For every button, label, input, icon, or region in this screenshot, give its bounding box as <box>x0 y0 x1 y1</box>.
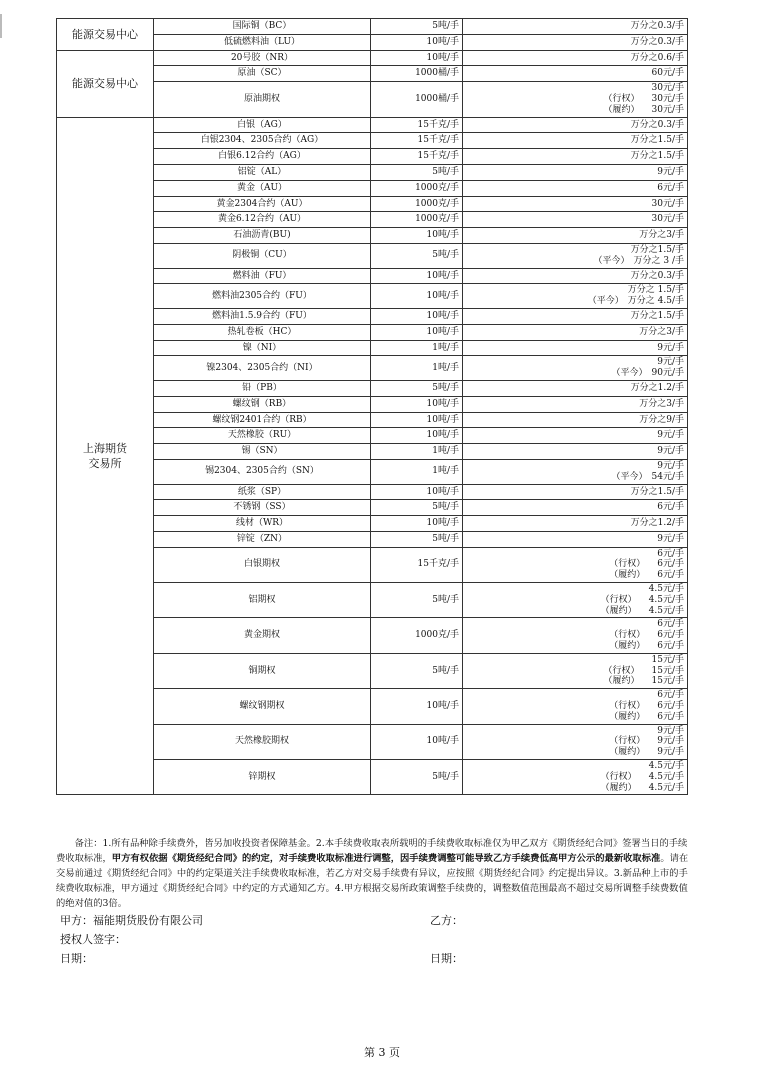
fee-cell <box>463 724 688 759</box>
product-cell: 白银（AG） <box>154 117 371 133</box>
fee-line <box>466 584 684 595</box>
fee-line-value: 4.5元/手 <box>648 605 684 616</box>
product-cell: 螺纹钢期权 <box>154 689 371 724</box>
product-cell: 黄金2304合约（AU） <box>154 196 371 212</box>
fee-line <box>466 701 684 712</box>
fee-line-value: 6元/手 <box>657 502 684 513</box>
fee-cell <box>463 484 688 500</box>
contract-unit-cell: 1000桶/手 <box>371 82 463 117</box>
contract-unit-cell: 5吨/手 <box>371 500 463 516</box>
fee-line-value: 万分之1.5/手 <box>630 135 684 146</box>
product-cell: 锡2304、2305合约（SN） <box>154 459 371 484</box>
fee-line <box>466 368 684 379</box>
fee-line-value: 9元/手 <box>657 725 684 736</box>
fee-cell <box>463 547 688 582</box>
fee-line-value: 万分之3/手 <box>639 230 684 241</box>
page-number: 第 3 页 <box>364 1046 400 1059</box>
fee-cell <box>463 324 688 340</box>
fee-line-value: 6元/手 <box>657 630 684 641</box>
fee-line-qualifier: （行权） <box>609 736 646 747</box>
fee-cell <box>463 50 688 66</box>
product-cell: 黄金6.12合约（AU） <box>154 212 371 228</box>
product-cell: 原油（SC） <box>154 66 371 82</box>
exchange-cell <box>57 117 154 795</box>
fee-line <box>466 230 684 241</box>
fee-line-value: 6元/手 <box>657 619 684 630</box>
contract-unit-cell: 5吨/手 <box>371 653 463 688</box>
remarks <box>56 836 689 911</box>
contract-unit-cell: 10吨/手 <box>371 308 463 324</box>
fee-line <box>466 256 684 267</box>
fee-line-value: 30元/手 <box>651 198 684 209</box>
fee-line-value: 15元/手 <box>651 654 684 665</box>
contract-unit-cell: 5吨/手 <box>371 531 463 547</box>
contract-unit-cell: 15千克/手 <box>371 547 463 582</box>
fee-line <box>466 690 684 701</box>
product-cell: 燃料油2305合约（FU） <box>154 284 371 309</box>
product-cell: 燃料油1.5.9合约（FU） <box>154 308 371 324</box>
remarks-part2: 。请在交易前通过《期货经纪合同》中的约定渠道关注手续费收取标准，若乙方对交易手续费有异议，应按照《期货经纪合同》约定提出异议。3.新品种上市的手续费收取标准，甲方通过《期货经纪合同》中约定的方式通知乙方。4.甲方根据交易所政策调整手续费的，调整数值范围最高不超过交易所调整手续费数值的绝对值的3倍。 <box>56 853 689 909</box>
fee-cell <box>463 516 688 532</box>
fee-cell <box>463 180 688 196</box>
fee-line-value: 万分之0.3/手 <box>630 21 684 31</box>
fee-line-qualifier: （行权） <box>603 665 640 676</box>
fee-line-value: 4.5元/手 <box>648 782 684 793</box>
fee-line-value: 6元/手 <box>657 570 684 581</box>
fee-line-value: 万分之1.5/手 <box>630 151 684 162</box>
fee-line-value: 6元/手 <box>657 641 684 652</box>
fee-line-qualifier: （行权） <box>600 771 637 782</box>
product-cell: 黄金期权 <box>154 618 371 653</box>
table-row <box>57 117 688 133</box>
fee-line-value: 9元/手 <box>657 446 684 457</box>
fee-line <box>466 285 684 296</box>
contract-unit-cell: 5吨/手 <box>371 760 463 795</box>
fee-line <box>466 641 684 652</box>
fee-line-qualifier: （平今） <box>611 368 648 379</box>
contract-unit-cell: 1000克/手 <box>371 212 463 228</box>
fee-line <box>466 518 684 529</box>
fee-line <box>466 676 684 687</box>
contract-unit-cell: 10吨/手 <box>371 34 463 50</box>
contract-unit-cell: 10吨/手 <box>371 50 463 66</box>
table-row <box>57 19 688 35</box>
contract-unit-cell: 5吨/手 <box>371 19 463 35</box>
fee-cell <box>463 340 688 356</box>
remarks-part1: 备注：1.所有品种除手续费外，皆另加收投资者保障基金。2.本手续费收取表所载明的手续费收取标准仅为甲乙双方《期货经纪合同》签署当日的手续费收取标准， <box>56 838 688 864</box>
exchange-cell <box>57 19 154 51</box>
fee-line-qualifier: （平今） <box>587 296 624 307</box>
product-cell: 天然橡胶（RU） <box>154 428 371 444</box>
fee-cell <box>463 689 688 724</box>
fee-line <box>466 68 684 79</box>
fee-line-value: 万分之9/手 <box>639 414 684 425</box>
fee-line <box>466 53 684 64</box>
contract-unit-cell: 10吨/手 <box>371 396 463 412</box>
fee-line-qualifier: （履约） <box>600 605 637 616</box>
fee-line-value: 9元/手 <box>657 342 684 353</box>
fee-line-value: 9元/手 <box>657 460 684 471</box>
fee-line-qualifier: （行权） <box>609 559 646 570</box>
product-cell: 阴极铜（CU） <box>154 243 371 268</box>
contract-unit-cell: 5吨/手 <box>371 243 463 268</box>
product-cell: 白银期权 <box>154 547 371 582</box>
contract-unit-cell: 10吨/手 <box>371 484 463 500</box>
fee-line-qualifier: （履约） <box>603 676 640 687</box>
fee-line-value: 90元/手 <box>651 368 684 379</box>
contract-unit-cell: 1000桶/手 <box>371 66 463 82</box>
fee-line <box>466 199 684 210</box>
product-cell: 天然橡胶期权 <box>154 724 371 759</box>
fee-line <box>466 736 684 747</box>
contract-unit-cell: 10吨/手 <box>371 689 463 724</box>
contract-unit-cell: 10吨/手 <box>371 284 463 309</box>
contract-unit-cell: 1吨/手 <box>371 459 463 484</box>
product-cell: 螺纹钢2401合约（RB） <box>154 412 371 428</box>
fee-line <box>466 37 684 48</box>
product-cell: 锌锭（ZN） <box>154 531 371 547</box>
product-cell: 20号胶（NR） <box>154 50 371 66</box>
fee-cell <box>463 760 688 795</box>
table-row <box>57 50 688 66</box>
fee-line-value: 4.5元/手 <box>648 584 684 595</box>
fee-line <box>466 570 684 581</box>
party-b-label: 乙方： <box>430 914 463 927</box>
fee-line-value: 万分之1.2/手 <box>630 382 684 393</box>
fee-line <box>466 83 684 94</box>
product-cell: 镍2304、2305合约（NI） <box>154 356 371 381</box>
exchange-name-line: 能源交易中心 <box>72 77 138 91</box>
fee-line <box>466 630 684 641</box>
fee-line-value: 4.5元/手 <box>648 594 684 605</box>
contract-unit-cell: 10吨/手 <box>371 228 463 244</box>
contract-unit-cell: 10吨/手 <box>371 724 463 759</box>
exchange-name-line: 交易所 <box>88 457 122 470</box>
product-cell: 石油沥青(BU) <box>154 228 371 244</box>
fee-line-value: 6元/手 <box>657 701 684 712</box>
fee-cell <box>463 396 688 412</box>
fee-line <box>466 167 684 178</box>
fee-line-qualifier: （行权） <box>603 93 640 104</box>
fee-line-value: 6元/手 <box>657 548 684 559</box>
product-cell: 锌期权 <box>154 760 371 795</box>
fee-cell <box>463 500 688 516</box>
fee-line <box>466 619 684 630</box>
fee-line <box>466 94 684 105</box>
fee-line-value: 万分之 1.5/手 <box>627 285 684 296</box>
contract-unit-cell: 10吨/手 <box>371 428 463 444</box>
fee-line-value: 6元/手 <box>657 711 684 722</box>
fee-cell <box>463 444 688 460</box>
contract-unit-cell: 10吨/手 <box>371 324 463 340</box>
fee-cell <box>463 412 688 428</box>
product-cell: 白银2304、2305合约（AG） <box>154 133 371 149</box>
fee-line <box>466 595 684 606</box>
fee-line-qualifier: （履约） <box>609 747 646 758</box>
fee-line-qualifier: （履约） <box>609 711 646 722</box>
date-a-label: 日期： <box>60 952 93 965</box>
fee-line <box>466 120 684 131</box>
fee-line-qualifier: （行权） <box>609 630 646 641</box>
fee-line <box>466 783 684 794</box>
fee-cell <box>463 284 688 309</box>
fee-line-qualifier: （履约） <box>600 782 637 793</box>
contract-unit-cell: 15千克/手 <box>371 117 463 133</box>
fee-line-value: 万分之1.5/手 <box>630 310 684 321</box>
product-cell: 线材（WR） <box>154 516 371 532</box>
contract-unit-cell: 10吨/手 <box>371 412 463 428</box>
fee-line <box>466 747 684 758</box>
fee-line-value: 万分之0.3/手 <box>630 119 684 130</box>
fee-line <box>466 772 684 783</box>
fee-line-value: 万分之0.3/手 <box>630 36 684 47</box>
contract-unit-cell: 1000克/手 <box>371 196 463 212</box>
fee-cell <box>463 268 688 284</box>
fee-line-value: 万分之3/手 <box>639 398 684 409</box>
fee-line-value: 54元/手 <box>651 471 684 482</box>
fee-line-qualifier: （履约） <box>603 104 640 115</box>
fee-line <box>466 105 684 116</box>
fee-cell <box>463 308 688 324</box>
fee-line-value: 万分之1.5/手 <box>630 244 684 255</box>
fee-cell <box>463 380 688 396</box>
fee-cell <box>463 243 688 268</box>
product-cell: 铅（PB） <box>154 380 371 396</box>
fee-line-qualifier: （平今） <box>611 471 648 482</box>
product-cell: 纸浆（SP） <box>154 484 371 500</box>
fee-line <box>466 761 684 772</box>
fee-cell <box>463 212 688 228</box>
fee-line-qualifier: （行权） <box>600 594 637 605</box>
fee-table <box>56 18 688 795</box>
fee-line <box>466 666 684 677</box>
fee-line-value: 万分之0.6/手 <box>630 52 684 63</box>
fee-cell <box>463 653 688 688</box>
fee-line-value: 万分之1.2/手 <box>630 518 684 529</box>
fee-line-value: 9元/手 <box>657 736 684 747</box>
fee-cell <box>463 459 688 484</box>
party-a-label: 甲方：福能期货股份有限公司 <box>60 914 203 927</box>
fee-line-value: 4.5元/手 <box>648 771 684 782</box>
fee-line-value: 30元/手 <box>651 83 684 94</box>
fee-cell <box>463 618 688 653</box>
fee-line-value: 15元/手 <box>651 665 684 676</box>
fee-line-qualifier: （履约） <box>609 570 646 581</box>
product-cell: 燃料油（FU） <box>154 268 371 284</box>
fee-cell <box>463 531 688 547</box>
fee-line-value: 4.5元/手 <box>648 761 684 772</box>
fee-cell <box>463 583 688 618</box>
fee-line-qualifier: （行权） <box>609 701 646 712</box>
product-cell: 锡（SN） <box>154 444 371 460</box>
fee-line-value: 60元/手 <box>651 68 684 79</box>
product-cell: 白银6.12合约（AG） <box>154 149 371 165</box>
fee-line <box>466 135 684 146</box>
fee-line-qualifier: （平今） <box>593 255 630 266</box>
fee-line <box>466 271 684 282</box>
contract-unit-cell: 1000克/手 <box>371 618 463 653</box>
exchange-name-line: 上海期货 <box>83 442 127 455</box>
contract-unit-cell: 1吨/手 <box>371 340 463 356</box>
fee-line <box>466 183 684 194</box>
page-edge-mark <box>0 14 2 38</box>
fee-line <box>466 502 684 513</box>
fee-line <box>466 21 684 32</box>
fee-cell <box>463 19 688 35</box>
contract-unit-cell: 5吨/手 <box>371 380 463 396</box>
product-cell: 低硫燃料油（LU） <box>154 34 371 50</box>
fee-line <box>466 357 684 368</box>
fee-line-value: 30元/手 <box>651 93 684 104</box>
contract-unit-cell: 10吨/手 <box>371 268 463 284</box>
fee-line-value: 6元/手 <box>657 182 684 193</box>
fee-cell <box>463 66 688 82</box>
fee-line <box>466 327 684 338</box>
fee-line-value: 6元/手 <box>657 559 684 570</box>
product-cell: 国际铜（BC） <box>154 19 371 35</box>
fee-line-value: 6元/手 <box>657 690 684 701</box>
fee-line-value: 15元/手 <box>651 676 684 687</box>
contract-unit-cell: 5吨/手 <box>371 583 463 618</box>
fee-line <box>466 712 684 723</box>
fee-line <box>466 534 684 545</box>
fee-line <box>466 430 684 441</box>
exchange-name-line: 能源交易中心 <box>72 27 138 41</box>
exchange-cell <box>57 50 154 117</box>
fee-line-value: 9元/手 <box>657 166 684 177</box>
fee-line <box>466 655 684 666</box>
fee-line <box>466 399 684 410</box>
product-cell: 铝锭（AL） <box>154 164 371 180</box>
fee-line <box>466 446 684 457</box>
fee-line <box>466 383 684 394</box>
fee-line <box>466 343 684 354</box>
fee-line-value: 30元/手 <box>651 214 684 225</box>
fee-line <box>466 487 684 498</box>
fee-line-value: 9元/手 <box>657 357 684 368</box>
contract-unit-cell: 1吨/手 <box>371 356 463 381</box>
fee-line-value: 9元/手 <box>657 747 684 758</box>
fee-line-value: 万分之3/手 <box>639 326 684 337</box>
product-cell: 铜期权 <box>154 653 371 688</box>
fee-line-qualifier: （履约） <box>609 641 646 652</box>
product-cell: 铝期权 <box>154 583 371 618</box>
product-cell: 螺纹钢（RB） <box>154 396 371 412</box>
fee-line-value: 9元/手 <box>657 430 684 441</box>
contract-unit-cell: 1吨/手 <box>371 444 463 460</box>
fee-cell <box>463 149 688 165</box>
product-cell: 镍（NI） <box>154 340 371 356</box>
authorized-signature-label: 授权人签字： <box>60 933 126 946</box>
fee-line <box>466 461 684 472</box>
fee-line-value: 万分之 3 /手 <box>633 255 684 266</box>
fee-cell <box>463 117 688 133</box>
fee-cell <box>463 34 688 50</box>
fee-line <box>466 472 684 483</box>
contract-unit-cell: 15千克/手 <box>371 133 463 149</box>
fee-cell <box>463 82 688 117</box>
fee-cell <box>463 428 688 444</box>
contract-unit-cell: 5吨/手 <box>371 164 463 180</box>
fee-line-value: 30元/手 <box>651 104 684 115</box>
date-b-label: 日期： <box>430 952 463 965</box>
fee-line <box>466 245 684 256</box>
fee-line-value: 万分之0.3/手 <box>630 270 684 281</box>
fee-line <box>466 311 684 322</box>
fee-cell <box>463 164 688 180</box>
fee-line <box>466 559 684 570</box>
fee-line <box>466 151 684 162</box>
fee-line-value: 万分之1.5/手 <box>630 486 684 497</box>
contract-unit-cell: 10吨/手 <box>371 516 463 532</box>
fee-cell <box>463 196 688 212</box>
fee-line <box>466 726 684 737</box>
product-cell: 黄金（AU） <box>154 180 371 196</box>
fee-cell <box>463 356 688 381</box>
fee-line <box>466 214 684 225</box>
fee-line <box>466 606 684 617</box>
fee-line <box>466 415 684 426</box>
fee-cell <box>463 228 688 244</box>
product-cell: 不锈钢（SS） <box>154 500 371 516</box>
product-cell: 热轧卷板（HC） <box>154 324 371 340</box>
fee-line <box>466 296 684 307</box>
fee-line-value: 万分之 4.5/手 <box>627 296 684 307</box>
contract-unit-cell: 1000克/手 <box>371 180 463 196</box>
remarks-bold: 甲方有权依据《期货经纪合同》的约定，对手续费收取标准进行调整，因手续费调整可能导致乙方手续费低高甲方公示的最新收取标准 <box>111 853 661 864</box>
fee-cell <box>463 133 688 149</box>
fee-line-value: 9元/手 <box>657 533 684 544</box>
fee-line <box>466 549 684 560</box>
contract-unit-cell: 15千克/手 <box>371 149 463 165</box>
product-cell: 原油期权 <box>154 82 371 117</box>
